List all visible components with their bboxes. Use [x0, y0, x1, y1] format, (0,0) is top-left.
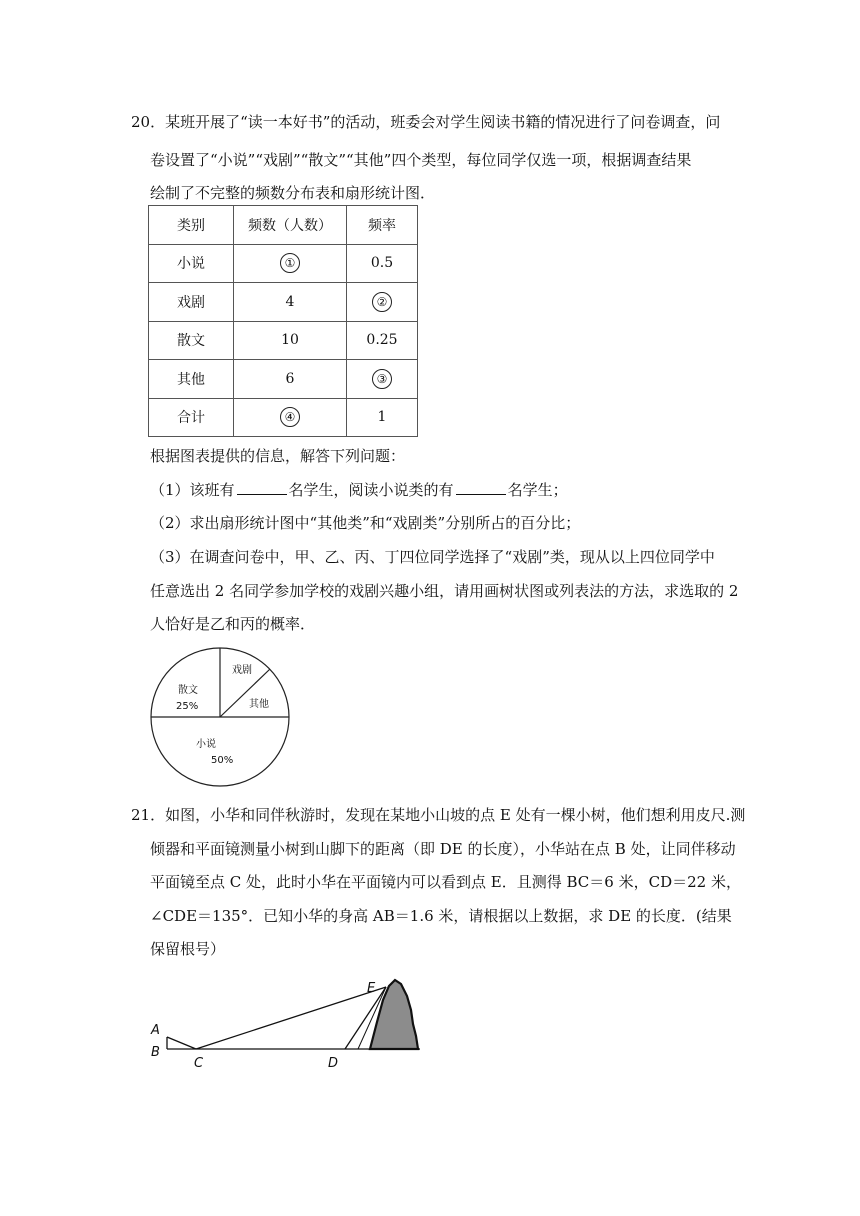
- table-cell: 0.25: [347, 321, 418, 360]
- q20-text-line1: 20．某班开展了“读一本好书”的活动，班委会对学生阅读书籍的情况进行了问卷调查，问: [131, 113, 721, 131]
- q20-part3-line1: （3）在调查问卷中，甲、乙、丙、丁四位同学选择了“戏剧”类，现从以上四位同学中: [150, 548, 715, 566]
- table-cell: 1: [347, 398, 418, 437]
- point-label-d: D: [328, 1056, 339, 1071]
- mountain-geometry-figure: [145, 970, 435, 1075]
- pie-label-novel: 小说: [196, 739, 216, 750]
- segment-ce: [196, 987, 386, 1049]
- table-cell: 6: [234, 360, 347, 399]
- table-row: [149, 360, 418, 399]
- q21-text-line1: 21．如图，小华和同伴秋游时，发现在某地小山坡的点 E 处有一棵小树，他们想利用皮尺.测: [131, 806, 746, 824]
- point-label-c: C: [194, 1056, 204, 1071]
- circled-number: ②: [372, 292, 392, 312]
- q20-part2: （2）求出扇形统计图中“其他类”和“戏剧类”分别所占的百分比；: [150, 514, 581, 532]
- table-cell: 小说: [149, 244, 234, 283]
- table-row: [149, 244, 418, 283]
- pie-label-other: 其他: [249, 699, 269, 710]
- pie-label-essay: 散文: [178, 685, 198, 696]
- pie-pct-novel: 50%: [211, 755, 234, 766]
- q21-text-line2: 倾器和平面镜测量小树到山脚下的距离（即 DE 的长度），小华站在点 B 处，让同伴移动: [150, 840, 736, 858]
- table-header-cell: 频数（人数）: [234, 206, 347, 245]
- q20-text-line3: 绘制了不完整的频数分布表和扇形统计图．: [150, 184, 436, 202]
- point-label-b: B: [151, 1045, 160, 1060]
- q20-part3-line2: 任意选出 2 名同学参加学校的戏剧兴趣小组，请用画树状图或列表法的方法，求选取的 2: [150, 582, 739, 600]
- circled-number: ④: [280, 407, 300, 427]
- pie-pct-essay: 25%: [176, 701, 199, 712]
- q20-part1-text: 名学生；: [507, 481, 568, 499]
- q20-part1-text: 名学生，阅读小说类的有: [288, 481, 454, 499]
- table-cell: [347, 283, 418, 322]
- circled-number: ③: [372, 369, 392, 389]
- table-cell: 其他: [149, 360, 234, 399]
- table-row: [149, 283, 418, 322]
- table-cell: [234, 398, 347, 437]
- frequency-table: [148, 205, 418, 437]
- q21-text-line3: 平面镜至点 C 处，此时小华在平面镜内可以看到点 E．且测得 BC＝6 米，CD＝22 米，: [150, 873, 741, 891]
- table-header-cell: 类别: [149, 206, 234, 245]
- table-cell: [347, 360, 418, 399]
- table-header-cell: 频率: [347, 206, 418, 245]
- q21-text-line5: 保留根号）: [150, 940, 226, 958]
- pie-chart: [145, 644, 295, 789]
- q20-text-line2: 卷设置了“小说”“戏剧”“散文”“其他”四个类型，每位同学仅选一项，根据调查结果: [150, 151, 692, 169]
- segment-ac: [167, 1037, 196, 1049]
- table-cell: 散文: [149, 321, 234, 360]
- table-header-row: [149, 206, 418, 245]
- pie-label-drama: 戏剧: [232, 665, 252, 676]
- table-row: [149, 321, 418, 360]
- table-cell: 戏剧: [149, 283, 234, 322]
- q20-part1-text: （1）该班有: [150, 481, 235, 499]
- table-row: [149, 398, 418, 437]
- answer-blank: [456, 480, 506, 495]
- point-label-a: A: [151, 1023, 160, 1038]
- q20-part3-line3: 人恰好是乙和丙的概率．: [150, 615, 316, 633]
- table-cell: 10: [234, 321, 347, 360]
- circled-number: ①: [280, 253, 300, 273]
- point-label-e: E: [367, 981, 376, 996]
- table-cell: 0.5: [347, 244, 418, 283]
- table-cell: [234, 244, 347, 283]
- q20-part1: [150, 480, 568, 500]
- q20-intro: 根据图表提供的信息，解答下列问题：: [150, 447, 406, 465]
- table-cell: 合计: [149, 398, 234, 437]
- table-cell: 4: [234, 283, 347, 322]
- answer-blank: [237, 480, 287, 495]
- q21-text-line4: ∠CDE＝135°．已知小华的身高 AB＝1.6 米，请根据以上数据，求 DE 的长度．(结果: [150, 907, 732, 925]
